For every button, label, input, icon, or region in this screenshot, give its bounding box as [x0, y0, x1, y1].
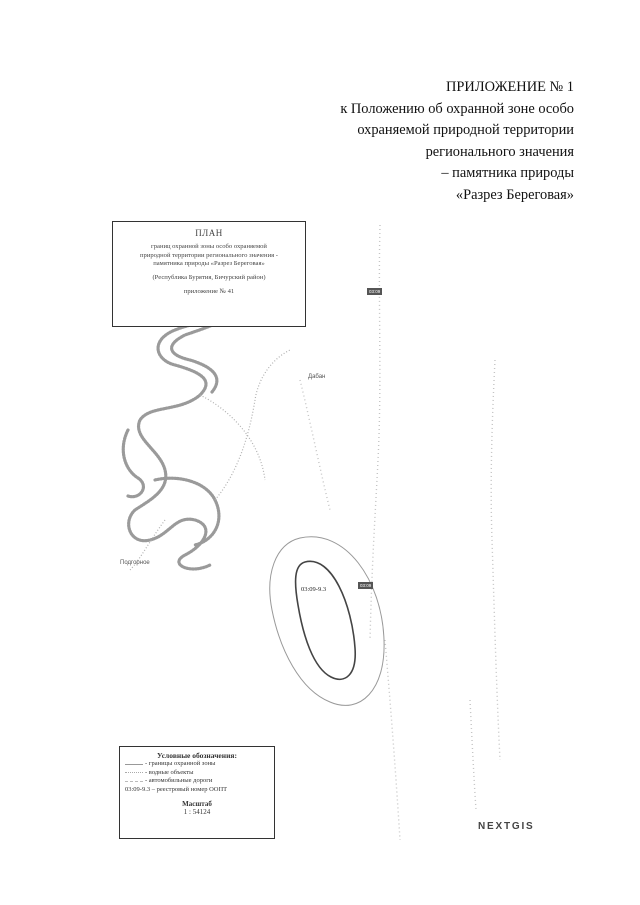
place-label-podgornoe: Подгорное: [120, 560, 150, 566]
plan-subtitle-line: памятника природы «Разрез Береговая»: [153, 260, 265, 267]
legend-item-label: - автомобильные дороги: [145, 777, 213, 785]
header-line: к Положению об охранной зоне особо: [340, 100, 574, 117]
header-line: – памятника природы: [441, 165, 574, 181]
plan-region: (Республика Бурятия, Бичурский район): [152, 273, 266, 281]
legend-item-zone: [120, 760, 274, 769]
zone-outer-boundary: [270, 537, 384, 706]
map-tag: 03:09: [360, 583, 372, 588]
scale-value: 1 : 54124: [183, 808, 211, 817]
legend-item-road: [120, 777, 274, 786]
plan-subtitle: [121, 243, 297, 269]
plan-subtitle-line: границ охранной зоны особо охраняемой: [151, 243, 267, 250]
river: [123, 300, 250, 569]
legend-item-water: [120, 769, 274, 778]
header-line: «Разрез Береговая»: [455, 186, 574, 203]
legend-item-label: - водные объекты: [145, 768, 194, 776]
zone-inner-boundary: [296, 561, 356, 679]
roads: [300, 225, 500, 840]
nextgis-logo: NEXTGIS: [478, 821, 535, 832]
legend-item-registry: [120, 786, 274, 795]
legend-item-label: - границы охранной зоны: [145, 760, 216, 767]
header-line: охраняемой природной территории: [357, 122, 574, 138]
scale-title: Масштаб: [182, 800, 212, 809]
plan-subtitle-line: природной территории регионального значения -: [140, 251, 278, 259]
plan-title-box: [112, 221, 306, 327]
plan-title: ПЛАН: [195, 228, 223, 238]
header-line: регионального значения: [425, 143, 574, 160]
road-line-swatch: [125, 781, 143, 782]
legend-item-label: 03:09-9.3 – реестровый номер ООПТ: [125, 785, 228, 793]
water-line-swatch: [125, 772, 143, 773]
place-label-daban: Дабан: [308, 374, 326, 380]
header-line: ПРИЛОЖЕНИЕ № 1: [446, 79, 574, 95]
zone-line-swatch: [125, 764, 143, 765]
legend-box: [119, 746, 275, 839]
map-tag: 03:09: [369, 289, 381, 294]
legend-title: Условные обозначения:: [157, 751, 237, 760]
protection-zone: [270, 537, 384, 706]
zone-id-label: 03:09-9.3: [301, 586, 327, 593]
plan-appendix: приложение № 41: [183, 287, 235, 295]
